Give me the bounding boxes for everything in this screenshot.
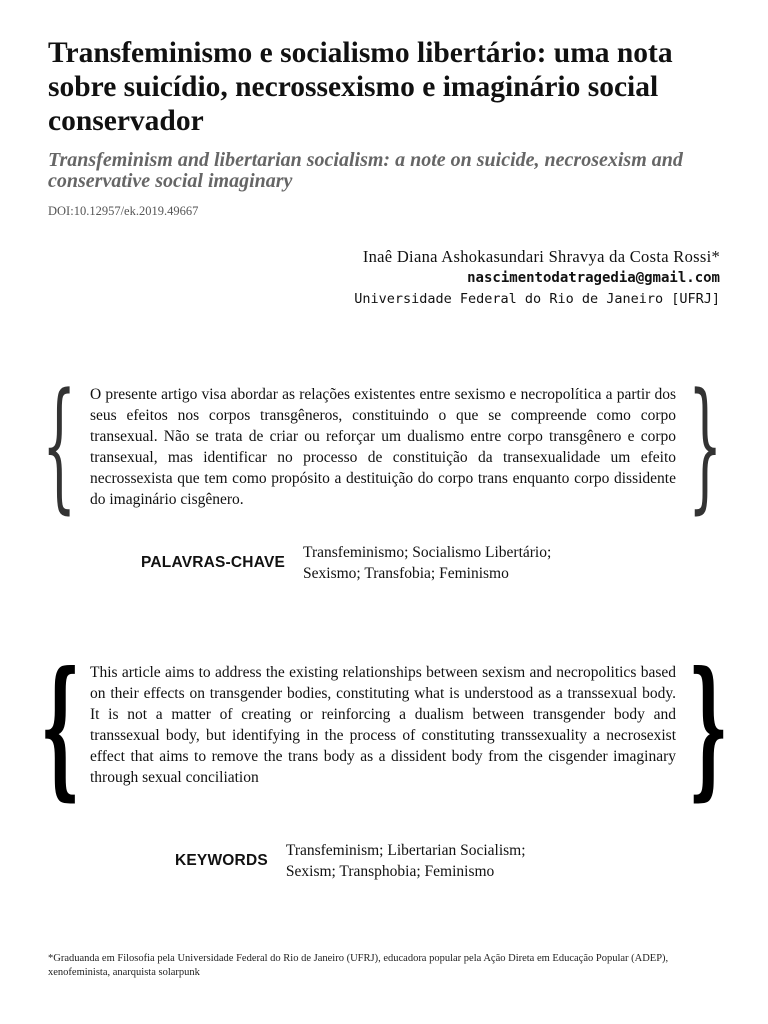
left-curly-brace-icon: {: [40, 641, 81, 817]
keywords-list-portuguese: [303, 542, 551, 584]
keywords-line-1: Transfeminism; Libertarian Socialism;: [285, 842, 526, 859]
abstract-portuguese: O presente artigo visa abordar as relações existentes entre sexismo e necropolítica a partir dos seus efeitos nos corpos transgêneros, constituindo o que se compreende como corpo transexual. Não se trata de criar ou reforçar um dualismo entre corpo transgênero e corpo transexual, mas identificar no processo de constituição da transexualidade um efeito necrossexista que tem como propósito a destituição do corpo trans enquanto corpo dissidente do imaginário cisgênero.: [90, 386, 676, 508]
author-institution: Universidade Federal do Rio de Janeiro [UFRJ]: [354, 291, 720, 307]
author-name: Inaê Diana Ashokasundari Shravya da Costa Rossi*: [362, 247, 720, 266]
keywords-label-english: KEYWORDS: [175, 852, 268, 869]
author-footnote: *Graduanda em Filosofia pela Universidade Federal do Rio de Janeiro (UFRJ), educadora popular pela Ação Direta em Educação Popular (ADEP), xenofeminista, anarquista solarpunk: [48, 953, 669, 978]
keywords-english: [175, 840, 526, 882]
author-email[interactable]: nascimentodatragedia@gmail.com: [467, 270, 720, 286]
right-curly-brace-icon: }: [688, 641, 729, 817]
keywords-label-portuguese: PALAVRAS-CHAVE: [141, 554, 286, 571]
doi-link[interactable]: DOI:10.12957/ek.2019.49667: [48, 204, 199, 218]
keywords-portuguese: [141, 542, 551, 584]
title-english: Transfeminism and libertarian socialism: a note on suicide, necrosexism and conservative social imaginary: [48, 149, 683, 192]
right-curly-brace-icon: }: [688, 364, 723, 529]
keywords-line-1: Transfeminismo; Socialismo Libertário;: [303, 544, 552, 561]
title-portuguese: Transfeminismo e socialismo libertário: uma nota sobre suicídio, necrossexismo e imaginário social conservador: [48, 37, 673, 137]
author-block: [120, 246, 720, 310]
keywords-line-2: Sexism; Transphobia; Feminismo: [285, 863, 495, 880]
left-curly-brace-icon: {: [42, 364, 77, 529]
abstract-english: This article aims to address the existing relationships between sexism and necropolitics based on their effects on transgender bodies, constituting what is understood as a transsexual body. It is not a matter of creating or reinforcing a dualism between transgender body and transsexual body, but identifying in the process of constituting transsexuality a necrosexist effect that aims to remove the trans body as a dissident body from the cisgender imaginary through sexual conciliation: [90, 664, 676, 786]
keywords-list-english: [286, 840, 526, 882]
keywords-line-2: Sexismo; Transfobia; Feminismo: [303, 565, 509, 582]
